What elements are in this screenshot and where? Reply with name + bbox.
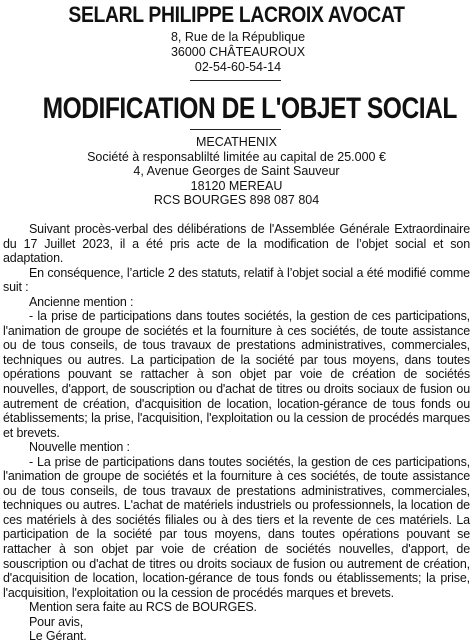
firm-address-street: 8, Rue de la République [170,30,306,44]
old-mention-heading: Ancienne mention : [29,294,134,309]
old-mention-text: - la prise de participations dans toutes sociétés, la gestion de ces participations, l'animation de groupe de sociétés et la fourniture à ces sociétés, de toute assistance ou de tous conseils, de tous travaux de prestations administratives, commerciales, techniques ou autres. La participation de la société par tous moyens, dans toutes opérations pouvant se rattacher à son objet par voie de création de sociétés nouvelles, d'apport, de souscription ou d'achat de titres ou droits sociaux de fusion ou autrement de création, d'acquisition de location, location-gérance de tous fonds ou établissements; la prise, l'acquisition, l'exploitation ou la cession de procédés marques et brevets. [3,309,470,440]
consequence-paragraph: En conséquence, l’article 2 des statuts, relatif à l’objet social a été modifié comme suit : [3,265,470,295]
firm-address-city: 36000 CHÂTEAUROUX [170,45,306,59]
closing-line: Pour avis, [29,614,84,629]
company-street: 4, Avenue Georges de Saint Sauveur [133,164,340,178]
signature-line: Le Gérant. [29,629,87,644]
registry-line: Mention sera faite au RCS de BOURGES. [29,600,257,615]
company-block [60,135,413,208]
title-divider [190,129,281,130]
firm-address [150,30,326,75]
header-divider [190,80,281,81]
new-mention-text: - La prise de participations dans toutes sociétés, la gestion de ces participations, l'animation de groupe de sociétés et la fourniture à ces sociétés, de toute assistance ou de tous conseils, de tous travaux de prestations administratives, commerciales, techniques ou autres. L'achat de matériels industriels ou professionnels, la location de ces matériels à des sociétés filiales ou à des tiers et la revente de ces matériels. La participation de la société par tous moyens, dans toutes opérations pouvant se rattacher à son objet par voie de création de sociétés nouvelles, d'apport, de souscription ou d'achat de titres ou droits sociaux de fusion ou autrement de création, d'acquisition de location, location-gérance de tous fonds ou établissements; la prise, l'acquisition, l'exploitation ou la cession de procédés marques et brevets. [3,454,470,600]
company-rcs: RCS BOURGES 898 087 804 [153,193,320,207]
firm-name: SELARL PHILIPPE LACROIX AVOCAT [68,2,405,27]
new-mention-heading: Nouvelle mention : [29,440,130,455]
notice-body [3,222,470,644]
intro-paragraph: Suivant procès-verbal des délibérations de l'Assemblée Générale Extraordinaire du 17 Juillet 2023, il a été pris acte de la modification de l’objet social et son adaptation. [3,222,470,266]
firm-phone: 02-54-60-54-14 [194,60,282,74]
company-city: 18120 MEREAU [190,178,283,193]
company-form: Société à responsablilté limitée au capital de 25.000 € [87,149,386,164]
company-name: MECATHENIX [195,135,278,149]
notice-title: MODIFICATION DE L'OBJET SOCIAL [42,92,457,125]
